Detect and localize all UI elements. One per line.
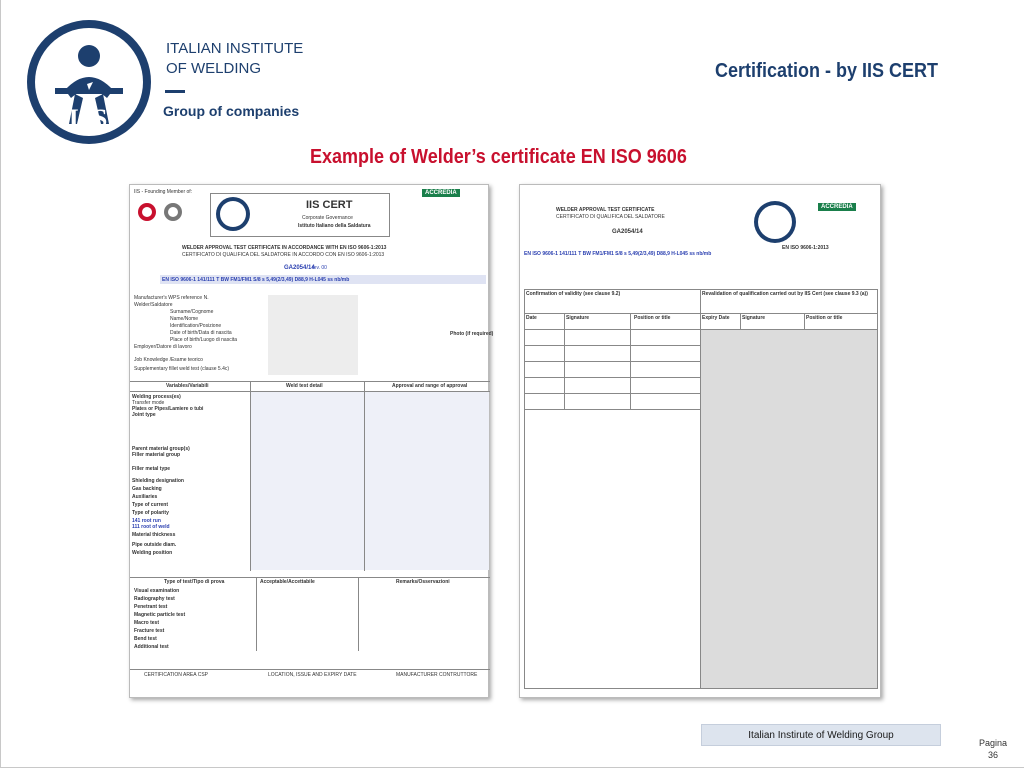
corp-it-label: Istituto Italiano della Saldatura <box>298 223 371 229</box>
back-title-en: WELDER APPROVAL TEST CERTIFICATE <box>556 207 655 213</box>
founding-member-label: IIS - Founding Member of: <box>134 189 193 195</box>
field-label: Surname/Cognome <box>170 309 214 315</box>
weld-detail-column <box>251 392 364 570</box>
title-it: CERTIFICATO DI QUALIFICA DEL SALDATORE IN ACCORDO CON EN ISO 9606-1:2013 <box>182 252 385 258</box>
tests-header: Acceptable/Accettabile <box>260 579 315 585</box>
revalidation-label: Revalidation of qualification carried out by IIS Cert (see clause 9.3 (a)) <box>702 291 868 297</box>
test-row: Penetrant test <box>134 604 168 610</box>
divider <box>524 393 700 394</box>
test-row: Additional test <box>134 644 169 650</box>
iis-cert-logo-icon <box>216 197 250 231</box>
column-header: Approval and range of approval <box>392 383 468 389</box>
divider <box>804 313 805 329</box>
row-label: Parent material group(s) <box>132 446 190 452</box>
approval-column <box>365 392 489 570</box>
org-name: ITALIAN INSTITUTE OF WELDING <box>166 40 304 77</box>
page-number <box>979 737 1007 761</box>
row-label: Filler metal type <box>132 466 171 472</box>
section-title: Certification - by IIS CERT <box>715 60 939 82</box>
footer-col: MANUFACTURER CONTRUTTORE <box>396 672 478 678</box>
accredia-badge: ACCREDIA <box>818 203 856 211</box>
col-header: Date <box>526 315 537 321</box>
footer-col: LOCATION, ISSUE AND EXPIRY DATE <box>268 672 357 678</box>
confirmation-label: Confirmation of validity (see clause 9.2) <box>526 291 621 297</box>
ewf-logo-icon <box>164 203 182 221</box>
brand-name: IIS CERT <box>306 199 353 211</box>
field-label: Date of birth/Data di nascita <box>170 330 232 336</box>
test-row: Bend test <box>134 636 157 642</box>
test-row: Macro test <box>134 620 160 626</box>
iis-logo <box>27 20 151 144</box>
back-designation: EN ISO 9606-1 141/111 T BW FM1/FM1 S/8 s 5,49(2/3,49) D88,9 H-L045 ss nb/mb <box>524 251 712 257</box>
divider <box>524 345 700 346</box>
divider <box>358 577 359 651</box>
divider <box>256 577 257 651</box>
field-label: Supplementary fillet weld test (clause 5.4c) <box>134 366 230 372</box>
iis-cert-logo-icon <box>754 201 796 243</box>
divider <box>130 669 490 670</box>
row-label: Type of polarity <box>132 510 169 516</box>
col-header: Position or title <box>806 315 843 321</box>
page-title: Example of Welder’s certificate EN ISO 9606 <box>310 146 687 168</box>
row-label: Filler material group <box>132 452 181 458</box>
row-label: Auxiliaries <box>132 494 158 500</box>
row-label: Pipe outside diam. <box>132 542 177 548</box>
test-row: Visual examination <box>134 588 180 594</box>
row-label: Shielding designation <box>132 478 184 484</box>
page-label: Pagina <box>979 738 1008 748</box>
col-header: Expiry Date <box>702 315 730 321</box>
field-label: Employer/Datore di lavoro <box>134 344 192 350</box>
field-label: Welder/Saldatore <box>134 302 173 308</box>
column-header: Variables/Variabili <box>166 383 209 389</box>
page-number-value: 36 <box>988 750 999 760</box>
title-en: WELDER APPROVAL TEST CERTIFICATE IN ACCORDANCE WITH EN ISO 9606-1:2013 <box>182 245 387 251</box>
certificate-front-page <box>129 184 494 698</box>
divider <box>524 409 700 410</box>
row-label: 111 root of weld <box>132 524 170 530</box>
field-label: Job Knowledge /Esame teorico <box>134 357 203 363</box>
photo-label: Photo (if required) <box>450 331 494 337</box>
test-row: Magnetic particle test <box>134 612 186 618</box>
footer-col: CERTIFICATION AREA CSP <box>144 672 208 678</box>
back-cert-number: GA2054/14 <box>612 229 643 235</box>
cert-number: GA2054/14 <box>284 265 315 271</box>
row-label: Type of current <box>132 502 169 508</box>
divider <box>130 381 490 382</box>
row-label: Transfer mode <box>132 400 165 406</box>
field-label: Name/Nome <box>170 316 199 322</box>
divider <box>130 577 490 578</box>
row-label: Material thickness <box>132 532 176 538</box>
divider <box>524 377 700 378</box>
row-label: Welding position <box>132 550 173 556</box>
member-logo-icon <box>138 203 156 221</box>
col-header: Signature <box>742 315 766 321</box>
revalidation-blank-area <box>701 330 877 688</box>
corp-label: Corporate Governance <box>302 215 353 221</box>
row-label: 141 root run <box>132 518 161 524</box>
test-row: Fracture test <box>134 628 165 634</box>
column-header: Weld test detail <box>286 383 323 389</box>
test-row: Radiography test <box>134 596 175 602</box>
accredia-badge: ACCREDIA <box>422 189 460 197</box>
fields-values-area <box>268 295 358 375</box>
divider <box>524 361 700 362</box>
certificate-back-page <box>519 184 881 698</box>
tests-header: Remarks/Osservazioni <box>396 579 450 585</box>
col-header: Position or title <box>634 315 671 321</box>
divider <box>524 313 878 314</box>
col-header: Signature <box>566 315 590 321</box>
cert-rev: rev. 00 <box>312 265 327 271</box>
row-label: Gas backing <box>132 486 162 492</box>
row-label: Joint type <box>132 412 156 418</box>
org-group-label: Group of companies <box>163 103 300 119</box>
designation: EN ISO 9606-1 141/111 T BW FM1/FM1 S/8 s 5,49(2/3,49) D88,9 H-L045 ss nb/mb <box>162 277 350 283</box>
back-title-it: CERTIFICATO DI QUALIFICA DEL SALDATORE <box>556 214 665 220</box>
org-divider <box>165 90 185 93</box>
divider <box>740 313 741 329</box>
field-label: Identification/Posizione <box>170 323 222 329</box>
tests-header: Type of test/Tipo di prova <box>164 579 225 585</box>
field-label: Manufacturer's WPS reference N. <box>134 295 209 301</box>
logo-text: IIS <box>68 104 110 133</box>
footer-group-label: Italian Instirute of Welding Group <box>701 724 941 746</box>
field-label: Place of birth/Luogo di nascita <box>170 337 237 343</box>
row-label: Plates or Pipes/Lamiere o tubi <box>132 406 204 412</box>
row-label: Welding process(es) <box>132 394 181 400</box>
back-standard: EN ISO 9606-1:2013 <box>782 245 829 251</box>
